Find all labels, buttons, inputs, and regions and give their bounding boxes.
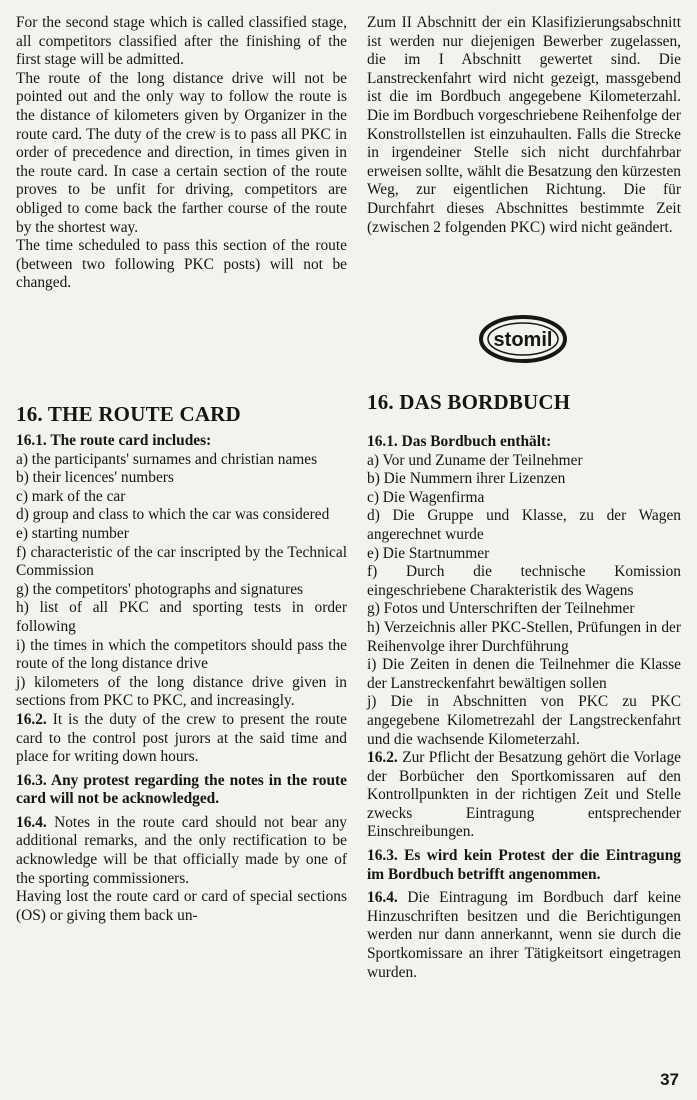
left-list-item-i: i) the times in which the competitors should pass the route of the long distance drive: [16, 636, 347, 673]
right-16-2-text: Zur Pflicht der Besatzung gehört die Vorlage der Borbücher den Sportkomissaren auf den Kontrollpunkten in der richtigen Zeit und Stelle zwecks Eintragung entsprechender Einschreibungen.: [367, 749, 681, 841]
stomil-logo-text: stomil: [493, 329, 553, 351]
right-list-item-i: i) Die Zeiten in denen die Teilnehmer die Klasse der Lanstreckenfahrt bewältigen sollen: [367, 656, 681, 692]
left-column: [16, 14, 347, 293]
right-list-item-a: a) Vor und Zuname der Teilnehmer: [367, 451, 583, 469]
left-route-card-section: [16, 432, 347, 925]
left-16-2-number: 16.2.: [16, 710, 47, 728]
right-list-item-g: g) Fotos und Unterschriften der Teilnehmer: [367, 600, 635, 618]
right-list-item-d: d) Die Gruppe und Klasse, zu der Wagen angerechnet wurde: [367, 507, 681, 543]
right-16-4-paragraph: [367, 889, 681, 982]
left-intro-paragraph-2: The route of the long distance drive will not be pointed out and the only way to follow the route is the distance of kilometers given by Organizer in the route card. The duty of the crew is to pass all PKC in order of precedence and direction, in times given in the route card. In case a certain section of the route proves to be unfit for driving, competitors are obliged to come back the farther course of the route by the shortest way.: [16, 69, 347, 236]
right-list-item-h: h) Verzeichnis aller PKC-Stellen, Prüfungen in der Reihenvolge ihrer Durchführung: [367, 618, 681, 655]
left-list-item-e: e) starting number: [16, 524, 129, 542]
right-list-item-e: e) Die Startnummer: [367, 544, 490, 562]
left-list-item-f: f) characteristic of the car inscripted by the Technical Commission: [16, 543, 347, 580]
left-list-item-b: b) their licences' numbers: [16, 469, 174, 487]
right-bordbuch-section: [367, 433, 681, 982]
right-16-2-number: 16.2.: [367, 749, 398, 767]
right-16-3-paragraph: 16.3. Es wird kein Protest der die Eintragung im Bordbuch betrifft angenommen.: [367, 847, 681, 883]
right-intro-paragraph: Zum II Abschnitt der ein Klasifizierungsabschnitt ist werden nur diejenigen Bewerber zugelassen, die im I Abschnitt gewertet sind. Die Lanstreckenfahrt wird nicht gezeigt, massgebend ist die im Bordbuch angegebene Kilometerzahl. Die im Bordbuch vorgeschriebene Reihenfolge der Konstrollstellen ist einzuhaulten. Falls die Strecke in irgendeiner Stelle sich nicht durchfahrbar erweisen sollte, wählt die Besatzung den kürzesten Weg, zur eigentlichen Richtung. Die für Durchfahrt dieses Abschnittes bestimmte Zeit (zwischen 2 folgenden PKC) wird nicht geändert.: [367, 14, 681, 236]
right-column: [367, 14, 681, 237]
left-list-item-c: c) mark of the car: [16, 487, 126, 505]
right-section-title: 16. DAS BORDBUCH: [367, 390, 571, 414]
right-list-item-j: j) Die in Abschnitten von PKC zu PKC angegebene Kilometrezahl der Langstreckenfahrt und die wachsende Kilometerzahl.: [367, 693, 681, 748]
right-list-item-f: f) Durch die technische Komission eingeschriebene Charakteristik des Wagens: [367, 563, 681, 599]
right-16-2-paragraph: [367, 749, 681, 842]
left-16-4-continuation: Having lost the route card or card of special sections (OS) or giving them back un-: [16, 888, 347, 924]
right-16-4-text: Die Eintragung im Bordbuch darf keine Hinzuschriften besitzen und die Berichtigungen werden nur dann annerkannt, wenn sie durch die Sportkomissare an ihrer Tätigkeitsort eingetragen wurden.: [367, 889, 681, 981]
left-section-title: 16. THE ROUTE CARD: [16, 402, 241, 426]
left-list-item-d: d) group and class to which the car was considered: [16, 506, 330, 524]
left-16-1-heading: 16.1. The route card includes:: [16, 432, 212, 449]
left-16-4-paragraph: [16, 814, 347, 888]
left-16-3-paragraph: 16.3. Any protest regarding the notes in the route card will not be acknowledged.: [16, 771, 347, 808]
left-16-2-text: It is the duty of the crew to present the route card to the control post jurors at the said time and place for writing down hours.: [16, 710, 347, 766]
left-16-4-text: Notes in the route card should not bear any additional remarks, and the only rectification to be acknowledge will be that officially made by one of the sporting commissioners.: [16, 813, 347, 887]
right-list-item-c: c) Die Wagenfirma: [367, 488, 485, 506]
left-list-item-g: g) the competitors' photographs and signatures: [16, 580, 304, 598]
page-number: 37: [660, 1070, 679, 1089]
left-list-item-a: a) the participants' surnames and christian names: [16, 450, 318, 468]
right-16-4-number: 16.4.: [367, 889, 398, 907]
left-16-2-paragraph: [16, 711, 347, 767]
left-intro-paragraph-1: For the second stage which is called classified stage, all competitors classified after the finishing of the first stage will be admitted.: [16, 14, 347, 69]
stomil-logo: [479, 314, 567, 364]
left-intro-paragraph-3: The time scheduled to pass this section of the route (between two following PKC posts) will not be changed.: [16, 237, 347, 292]
left-16-4-number: 16.4.: [16, 813, 47, 831]
right-16-1-heading: 16.1. Das Bordbuch enthält:: [367, 433, 552, 450]
left-list-item-j: j) kilometers of the long distance drive given in sections from PKC to PKC, and increasingly.: [16, 673, 347, 710]
right-list-item-b: b) Die Nummern ihrer Lizenzen: [367, 470, 566, 488]
left-list-item-h: h) list of all PKC and sporting tests in order following: [16, 599, 347, 635]
